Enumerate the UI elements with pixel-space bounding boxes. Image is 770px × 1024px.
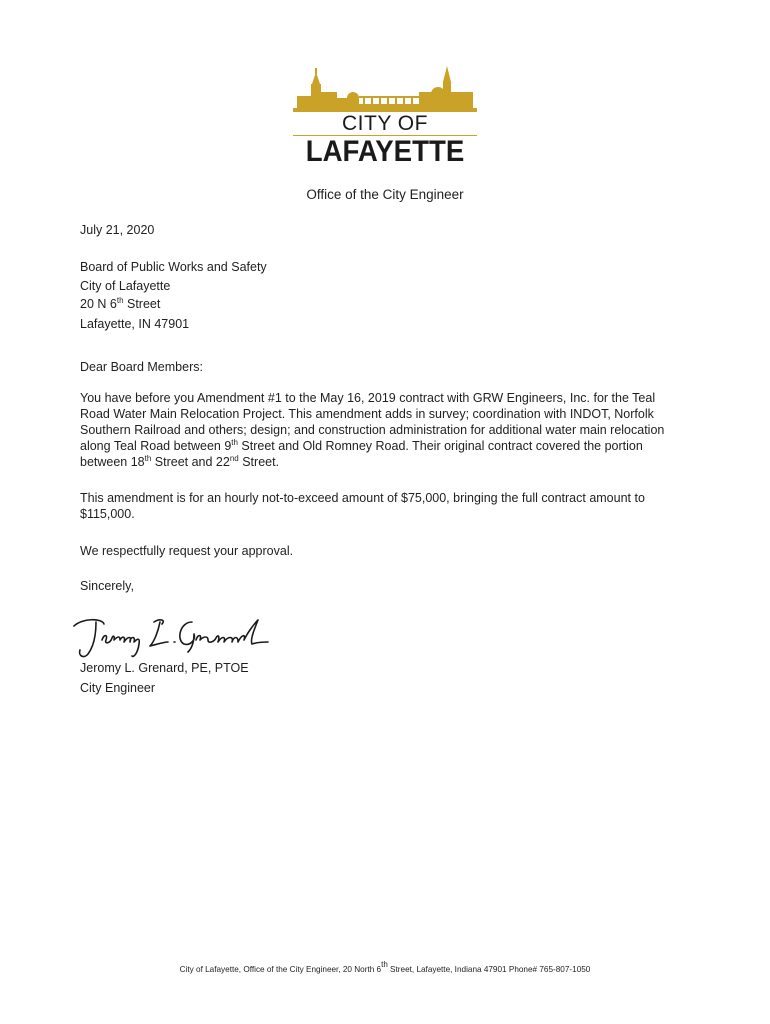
- recipient-line-3: 20 N 6th Street: [80, 296, 161, 311]
- city-logo: [293, 66, 477, 170]
- recipient-line-1: Board of Public Works and Safety: [80, 260, 267, 274]
- logo-lafayette: LAFAYETTE: [305, 135, 465, 168]
- body-paragraph-1: You have before you Amendment #1 to the May 16, 2019 contract with GRW Engineers, Inc. for the Teal Road Water Main Relocation Project. This amendment adds in survey; coordination with INDOT, Norfolk Southern Railroad and others; design; and construction administration for additional water main relocation along Teal Road between 9th Street and Old Romney Road. Their original contract covered the portion between 18th Street and 22nd Street.: [80, 391, 665, 469]
- signer-title: City Engineer: [80, 681, 156, 695]
- logo-city-of: CITY OF: [342, 112, 428, 135]
- handwritten-signature: [68, 612, 273, 662]
- letter-date: July 21, 2020: [80, 223, 155, 237]
- body-paragraph-3: We respectfully request your approval.: [80, 544, 294, 558]
- body-paragraph-2: This amendment is for an hourly not-to-exceed amount of $75,000, bringing the full contract amount to $115,000.: [80, 491, 645, 521]
- signer-name: Jeromy L. Grenard, PE, PTOE: [80, 661, 249, 675]
- office-title: Office of the City Engineer: [306, 187, 464, 202]
- skyline-icon: [293, 66, 477, 114]
- recipient-line-4: Lafayette, IN 47901: [80, 317, 190, 331]
- closing: Sincerely,: [80, 579, 134, 593]
- salutation: Dear Board Members:: [80, 360, 203, 374]
- letterhead-footer: City of Lafayette, Office of the City Engineer, 20 North 6th Street, Lafayette, Indiana 47901 Phone# 765-807-1050: [179, 960, 591, 974]
- recipient-line-2: City of Lafayette: [80, 279, 171, 293]
